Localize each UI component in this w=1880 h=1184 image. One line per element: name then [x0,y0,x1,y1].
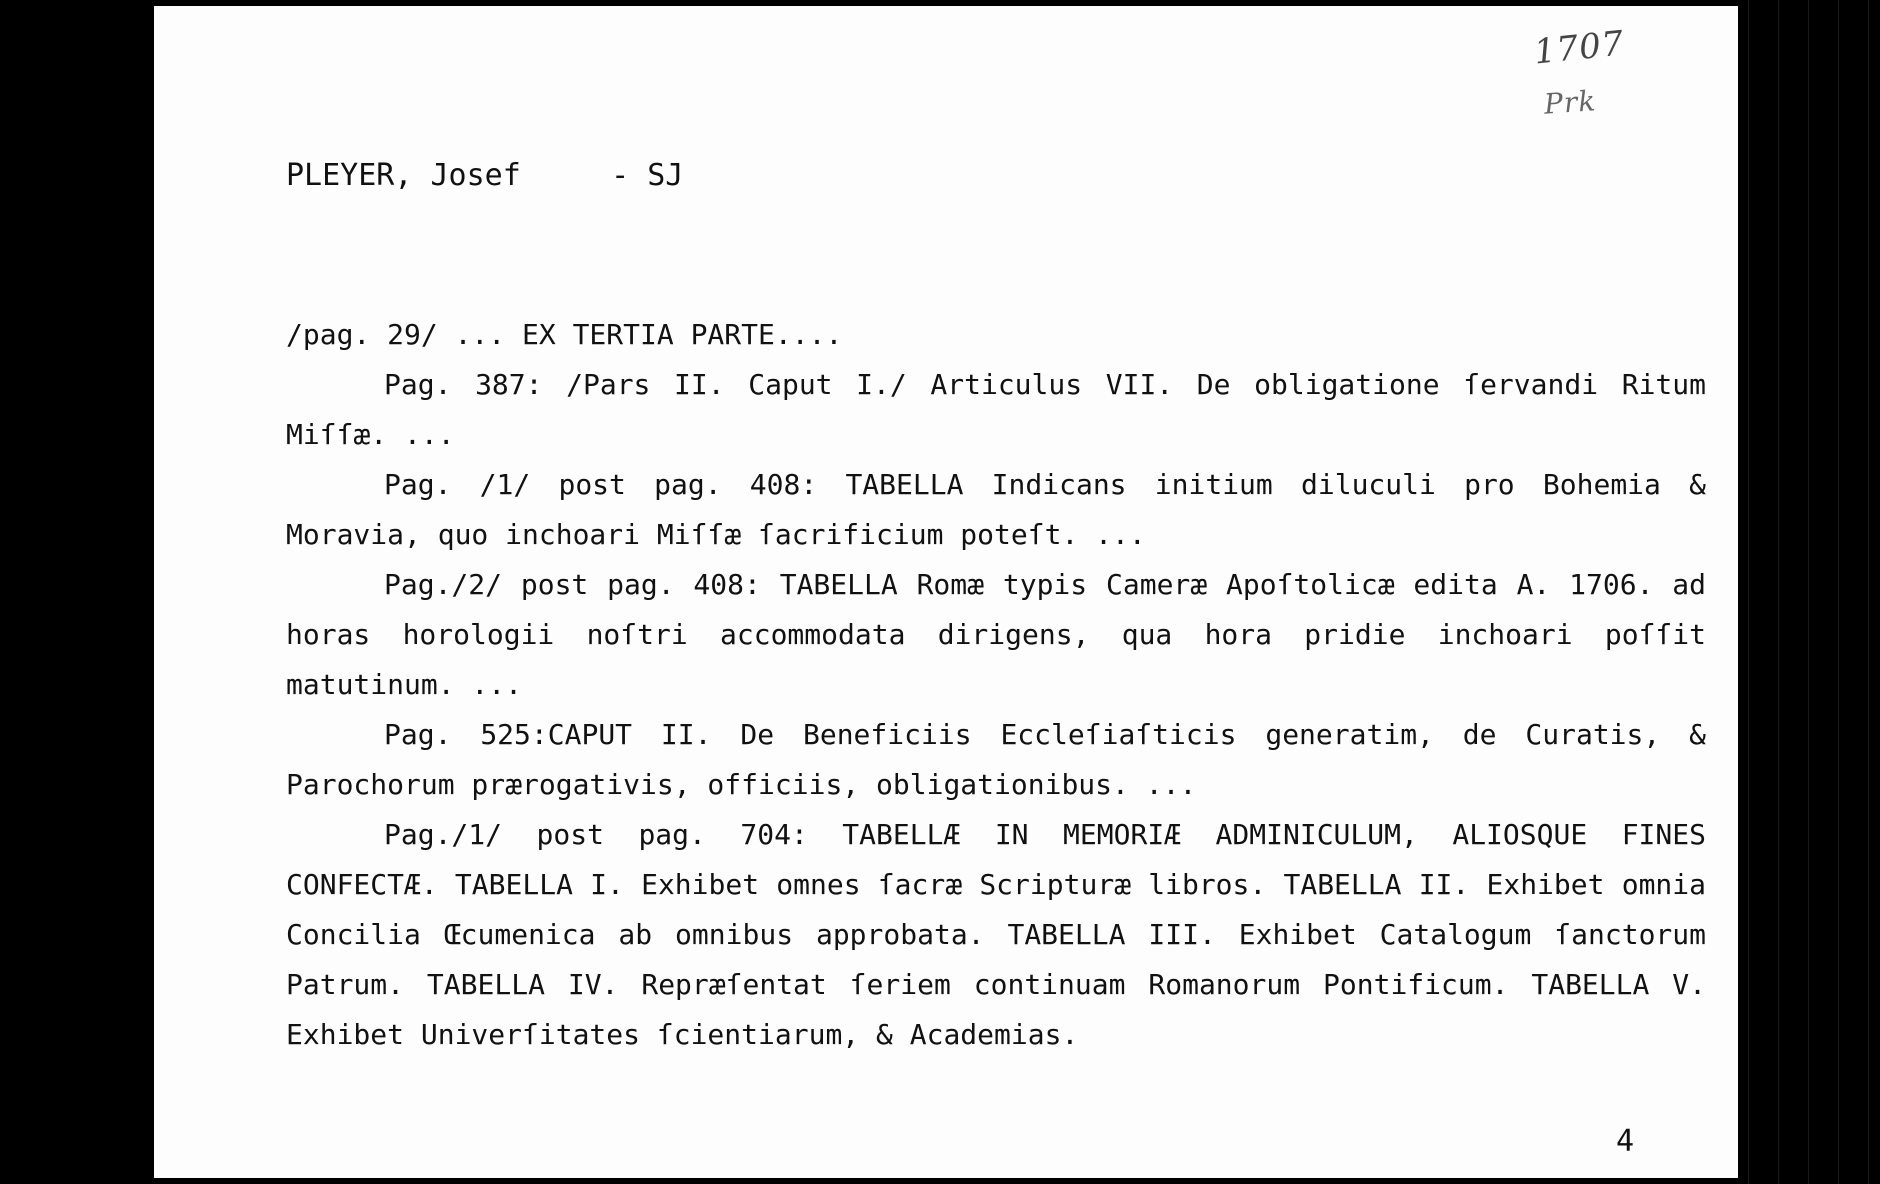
author-name: PLEYER, Josef [286,158,521,193]
card-body [286,310,1706,1060]
entry-line: Pag./2/ post pag. 408: TABELLA Romæ typis Cameræ Apoſtolicæ edita A. 1706. ad horas horologii noſtri accommodata dirigens, qua hora pridie inchoari poſſit matutinum. ... [286,568,1706,701]
catalog-card [154,6,1738,1178]
card-heading [286,158,683,193]
religious-order: - SJ [611,158,684,193]
entry-line: /pag. 29/ ... EX TERTIA PARTE.... [286,318,843,351]
handwritten-number: 1707 [1532,23,1627,73]
handwritten-note: Prk [1542,84,1598,121]
entry-line: Pag./1/ post pag. 704: TABELLÆ IN MEMORIÆ ADMINICULUM, ALIOSQUE FINES CONFECTÆ. TABELLA I. Exhibet omnes ſacræ Scripturæ libros. TABELLA II. Exhibet omnia Concilia Œcumenica ab omnibus approbata. TABELLA III. Exhibet Catalogum ſanctorum Patrum. TABELLA IV. Repræſentat ſeriem continuam Romanorum Pontificum. TABELLA V. Exhibet Univerſitates ſcientiarum, & Academias. [286,818,1706,1051]
entry-line: Pag. 387: /Pars II. Caput I./ Articulus VII. De obligatione ſervandi Ritum Miſſæ. ... [286,368,1706,451]
entry-line: Pag. /1/ post pag. 408: TABELLA Indicans initium diluculi pro Bohemia & Moravia, quo inchoari Miſſæ ſacrificium poteſt. ... [286,468,1706,551]
page-number: 4 [1616,1124,1635,1159]
film-edge [1738,0,1880,1184]
entry-line: Pag. 525:CAPUT II. De Beneficiis Eccleſiaſticis generatim, de Curatis, & Parochorum prærogativis, officiis, obligationibus. ... [286,718,1706,801]
